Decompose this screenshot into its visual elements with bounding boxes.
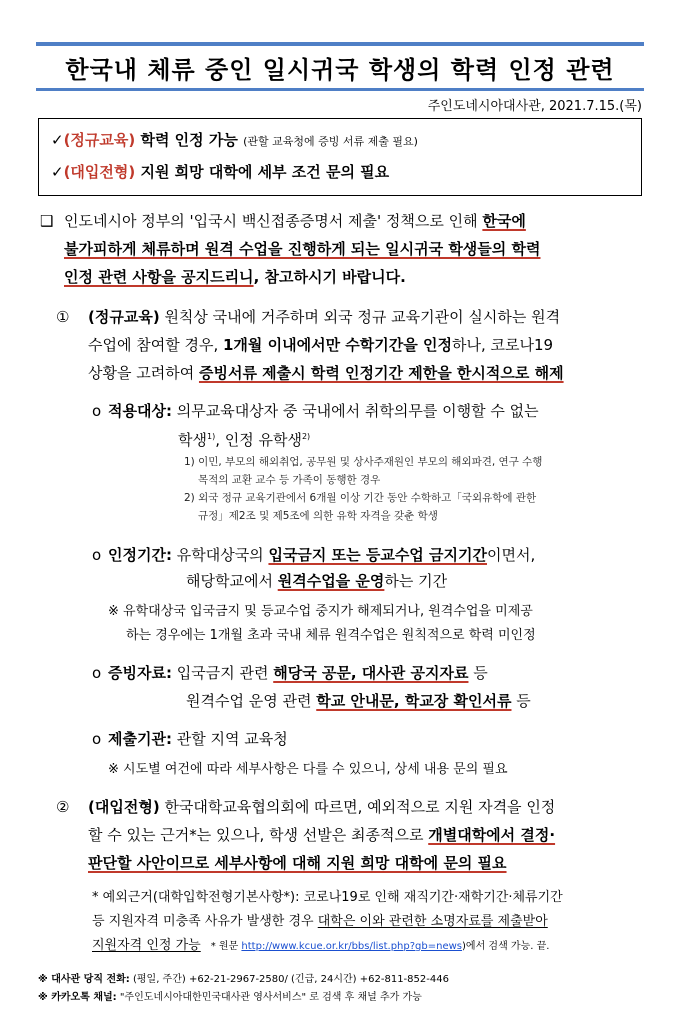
target-line-2: 학생$^{1)}$, 인정 유학생$^{2)}$ bbox=[178, 431, 311, 449]
target-bullet: o bbox=[92, 402, 102, 420]
period-bullet: o bbox=[92, 546, 102, 564]
target-footnote-1b: 목적의 교환 교수 등 가족이 동행한 경우 bbox=[198, 474, 381, 486]
intro-bullet: ❑ bbox=[40, 212, 54, 230]
summary-text-2: 지원 희망 대학에 세부 조건 문의 필요 bbox=[135, 163, 390, 181]
footer-phone: ※ 대사관 당직 전화: (평일, 주간) +62-21-2967-2580/ (긴급, 24시간) +62-811-852-446 bbox=[38, 974, 449, 985]
summary-text-1: 학력 인정 가능 bbox=[135, 131, 244, 149]
period-note-1: ※ 유학대상국 입국금지 및 등교수업 중지가 해제되거나, 원격수업을 미제공 bbox=[108, 604, 533, 619]
top-rule bbox=[36, 42, 644, 46]
sec2-footnote-3: 지원자격 인정 가능 * 원문 http://www.kcue.or.kr/bbs/list.php?gb=news)에서 검색 가능. 끝. bbox=[92, 938, 550, 953]
check-icon: ✓ bbox=[51, 163, 64, 181]
agency-line-1: 제출기관: 관할 지역 교육청 bbox=[108, 730, 288, 748]
sec2-number: ② bbox=[56, 798, 70, 816]
summary-tag-2: (대입전형) bbox=[63, 163, 136, 181]
intro-line-1: 인도네시아 정부의 '입국시 백신접종증명서 제출' 정책으로 인해 한국에 bbox=[64, 212, 526, 230]
kcue-link[interactable]: http://www.kcue.or.kr/bbs/list.php?gb=news bbox=[241, 941, 463, 952]
check-icon: ✓ bbox=[51, 131, 64, 149]
evidence-line-1: 증빙자료: 입국금지 관련 해당국 공문, 대사관 공지자료 등 bbox=[108, 664, 488, 682]
target-line-1: 적용대상: 의무교육대상자 중 국내에서 취학의무를 이행할 수 없는 bbox=[108, 402, 539, 420]
target-footnote-2a: 2) 외국 정규 교육기관에서 6개월 이상 기간 동안 수학하고「국외유학에 관한 bbox=[184, 492, 537, 504]
evidence-line-2: 원격수업 운영 관련 학교 안내문, 학교장 확인서류 등 bbox=[186, 692, 531, 710]
target-footnote-2b: 규정」제2조 및 제5조에 의한 유학 자격을 갖춘 학생 bbox=[198, 510, 438, 522]
sec2-line-3: 판단할 사안이므로 세부사항에 대해 지원 희망 대학에 문의 필요 bbox=[88, 854, 507, 872]
sec1-line-2: 수업에 참여할 경우, 1개월 이내에서만 수학기간을 인정하나, 코로나19 bbox=[88, 336, 554, 354]
period-note-2: 하는 경우에는 1개월 초과 국내 체류 원격수업은 원칙적으로 학력 미인정 bbox=[126, 628, 536, 643]
sec2-line-1: (대입전형) 한국대학교육협의회에 따르면, 예외적으로 지원 자격을 인정 bbox=[88, 798, 556, 816]
page-title: 한국내 체류 중인 일시귀국 학생의 학력 인정 관련 bbox=[65, 56, 615, 84]
sec1-number: ① bbox=[56, 308, 70, 326]
target-footnote-1a: 1) 이민, 부모의 해외취업, 공무원 및 상사주재원인 부모의 해외파견, 연구 수행 bbox=[184, 456, 543, 468]
sec2-line-2: 할 수 있는 근거*는 있으나, 학생 선발은 최종적으로 개별대학에서 결정· bbox=[88, 826, 556, 844]
intro-line-2: 불가피하게 체류하며 원격 수업을 진행하게 되는 일시귀국 학생들의 학력 bbox=[64, 240, 541, 258]
sec2-footnote-2: 등 지원자격 미충족 사유가 발생한 경우 대학은 이와 관련한 소명자료를 제출받아 bbox=[92, 914, 548, 929]
summary-note-1: (관할 교육청에 증빙 서류 제출 필요) bbox=[243, 135, 418, 148]
summary-line-1 bbox=[51, 129, 418, 150]
sec1-line-3: 상황을 고려하여 증빙서류 제출시 학력 인정기간 제한을 한시적으로 해제 bbox=[88, 364, 564, 382]
evidence-bullet: o bbox=[92, 664, 102, 682]
footer-kakao: ※ 카카오톡 채널: "주인도네시아대한민국대사관 영사서비스" 로 검색 후 채널 추가 가능 bbox=[38, 992, 422, 1003]
agency-bullet: o bbox=[92, 730, 102, 748]
dateline: 주인도네시아대사관, 2021.7.15.(목) bbox=[427, 99, 642, 114]
period-line-1: 인정기간: 유학대상국의 입국금지 또는 등교수업 금지기간이면서, bbox=[108, 546, 536, 564]
title-underline bbox=[36, 88, 644, 91]
summary-box bbox=[38, 118, 642, 196]
agency-note: ※ 시도별 여건에 따라 세부사항은 다를 수 있으니, 상세 내용 문의 필요 bbox=[108, 762, 508, 777]
sec2-footnote-1: * 예외근거(대학입학전형기본사항*): 코로나19로 인해 재직기간·재학기간·체류기간 bbox=[92, 890, 563, 905]
period-line-2: 해당학교에서 원격수업을 운영하는 기간 bbox=[186, 572, 448, 590]
sec1-line-1: (정규교육) 원칙상 국내에 거주하며 외국 정규 교육기관이 실시하는 원격 bbox=[88, 308, 561, 326]
summary-line-2 bbox=[51, 161, 389, 182]
summary-tag-1: (정규교육) bbox=[63, 131, 136, 149]
intro-line-3: 인정 관련 사항을 공지드리니, 참고하시기 바랍니다. bbox=[64, 268, 406, 286]
